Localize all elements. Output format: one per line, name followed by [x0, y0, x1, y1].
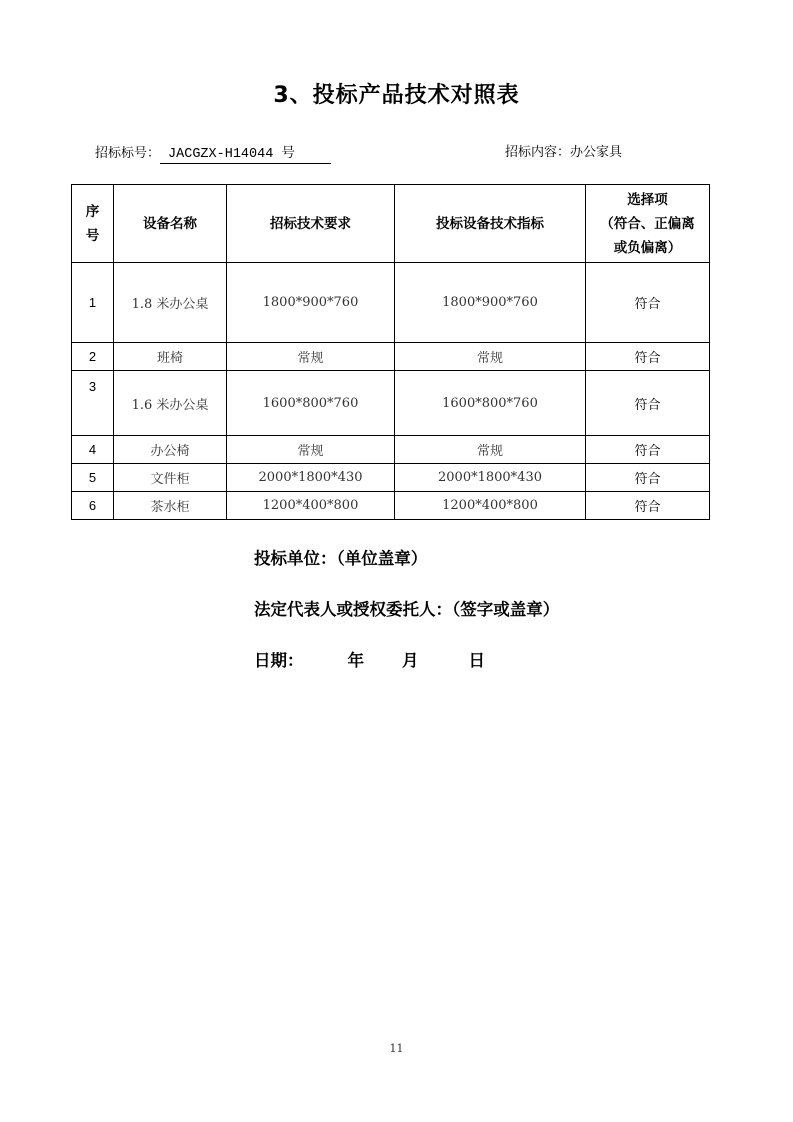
date-line [254, 647, 485, 671]
date-day: 日 [468, 651, 485, 670]
row-spec: 常规 [395, 343, 586, 371]
row-result: 符合 [586, 492, 710, 520]
row-spec: 常规 [395, 436, 586, 464]
row-name: 文件柜 [114, 464, 227, 492]
row-spec: 2000*1800*430 [395, 464, 586, 492]
date-year: 年 [347, 651, 364, 670]
header-spec: 投标设备技术指标 [395, 185, 586, 263]
table-row [72, 436, 710, 464]
date-month: 月 [402, 651, 419, 670]
row-name: 班椅 [114, 343, 227, 371]
row-no: 3 [72, 371, 114, 436]
header-requirement: 招标技术要求 [227, 185, 395, 263]
row-result: 符合 [586, 464, 710, 492]
row-requirement: 常规 [227, 436, 395, 464]
header-result-line1: 选择项 [627, 191, 668, 208]
header-no-line2: 号 [85, 227, 100, 244]
row-no: 6 [72, 492, 114, 520]
header-result-line3: 或负偏离） [613, 239, 682, 256]
row-spec: 1600*800*760 [395, 371, 586, 436]
page-title: 3、投标产品技术对照表 [273, 83, 520, 108]
tender-number-label: 招标标号： [95, 146, 161, 161]
table-row [72, 492, 710, 520]
table-header-row [72, 185, 710, 263]
row-requirement: 1600*800*760 [227, 371, 395, 436]
row-no: 2 [72, 343, 114, 371]
tender-content-value: 办公家具 [570, 145, 623, 160]
row-result: 符合 [586, 436, 710, 464]
row-result: 符合 [586, 343, 710, 371]
row-no: 5 [72, 464, 114, 492]
row-result: 符合 [586, 263, 710, 343]
date-label: 日期： [254, 651, 304, 670]
header-result-line2: （符合、正偏离 [600, 215, 695, 232]
header-no [72, 185, 114, 263]
row-name: 1.8 米办公桌 [114, 263, 227, 343]
tender-number [95, 141, 331, 164]
row-name: 办公椅 [114, 436, 227, 464]
table-row [72, 371, 710, 436]
row-no: 4 [72, 436, 114, 464]
row-no: 1 [72, 263, 114, 343]
row-name: 1.6 米办公桌 [114, 371, 227, 436]
row-requirement: 1200*400*800 [227, 492, 395, 520]
row-result: 符合 [586, 371, 710, 436]
row-requirement: 1800*900*760 [227, 263, 395, 343]
row-name: 茶水柜 [114, 492, 227, 520]
bidder-seal-line: 投标单位：（单位盖章） [254, 549, 428, 568]
row-requirement: 2000*1800*430 [227, 464, 395, 492]
tender-content [505, 141, 622, 160]
page-number: 11 [389, 1042, 404, 1055]
row-spec: 1800*900*760 [395, 263, 586, 343]
representative-sign-line: 法定代表人或授权委托人：（签字或盖章） [254, 600, 560, 619]
header-no-line1: 序 [85, 203, 100, 220]
row-requirement: 常规 [227, 343, 395, 371]
row-spec: 1200*400*800 [395, 492, 586, 520]
tender-content-label: 招标内容： [505, 145, 571, 160]
comparison-table [71, 184, 710, 520]
header-name: 设备名称 [114, 185, 227, 263]
table-row [72, 263, 710, 343]
header-result [586, 185, 710, 263]
tender-number-value: JACGZX-H14044 号 [160, 141, 331, 164]
table-row [72, 343, 710, 371]
table-row [72, 464, 710, 492]
